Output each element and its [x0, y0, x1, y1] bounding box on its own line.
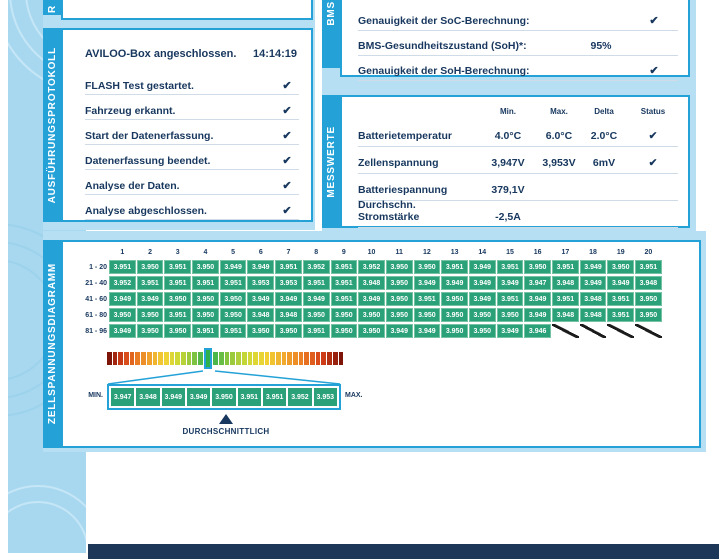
grid-cell: 3.949 — [109, 324, 136, 338]
scale-detail-strip — [107, 384, 341, 410]
grid-cell: 3.950 — [414, 260, 441, 274]
tab-zellspannungsdiagramm-label: ZELLSPANNUNGSDIAGRAMM — [47, 263, 58, 425]
protocol-header — [85, 42, 299, 70]
scale-segment — [175, 352, 180, 365]
scale-segment — [333, 352, 338, 365]
scale-segment — [107, 352, 112, 365]
grid-column-header: 8 — [314, 249, 319, 256]
scale-segment — [158, 352, 163, 365]
grid-cell: 3.951 — [414, 292, 441, 306]
protocol-item-label: Start der Datenerfassung. — [85, 130, 214, 142]
tab-ausfuehrungsprotokoll — [43, 28, 62, 222]
grid-cell: 3.953 — [275, 276, 302, 290]
scale-segment — [276, 352, 281, 365]
scale-segment — [259, 352, 264, 365]
protocol-item-label: Analyse der Daten. — [85, 180, 180, 192]
ausfuehrungsprotokoll-box — [61, 28, 313, 222]
grid-column-header: 16 — [533, 249, 542, 256]
grid-cell: 3.948 — [580, 308, 607, 322]
tab-messwerte-label: MESSWERTE — [326, 125, 337, 198]
grid-cell: 3.948 — [552, 308, 579, 322]
grid-cell: 3.951 — [607, 292, 634, 306]
tab-ausfuehrungsprotokoll-label: AUSFÜHRUNGSPROTOKOLL — [47, 46, 58, 204]
scale-segment — [304, 352, 309, 365]
messwerte-column-headers — [358, 107, 678, 120]
grid-cell: 3.950 — [414, 308, 441, 322]
grid-cell-empty — [607, 324, 634, 338]
grid-cell: 3.950 — [137, 260, 164, 274]
grid-column-header: 6 — [258, 249, 263, 256]
grid-cell: 3.949 — [109, 292, 136, 306]
grid-column-header: 17 — [561, 249, 570, 256]
strip-cell: 3.951 — [263, 388, 286, 406]
messwerte-column-header: Delta — [594, 107, 614, 116]
protocol-item-list — [85, 70, 299, 220]
scale-segment — [153, 352, 158, 365]
grid-column-header: 5 — [231, 249, 236, 256]
grid-column-header: 12 — [423, 249, 431, 256]
tab-bms-label: BMS — [326, 0, 337, 26]
cell-voltage-diagram — [63, 242, 699, 446]
grid-cell: 3.950 — [192, 308, 219, 322]
protocol-item — [85, 195, 299, 220]
protocol-header-time: 14:14:19 — [252, 48, 297, 60]
scale-segment — [130, 352, 135, 365]
grid-cell: 3.950 — [607, 260, 634, 274]
grid-row — [81, 324, 662, 338]
grid-cell: 3.949 — [220, 260, 247, 274]
grid-cell: 3.949 — [386, 324, 413, 338]
grid-cell: 3.950 — [386, 308, 413, 322]
grid-cell: 3.949 — [247, 292, 274, 306]
grid-cell-empty — [552, 324, 579, 338]
scale-segment — [124, 352, 129, 365]
grid-cell: 3.949 — [580, 260, 607, 274]
grid-cell: 3.950 — [358, 324, 385, 338]
check-icon: ✔ — [282, 205, 292, 217]
scale-segment — [181, 352, 186, 365]
tab-messwerte — [322, 95, 341, 228]
grid-cell: 3.949 — [607, 276, 634, 290]
grid-cell: 3.950 — [635, 308, 662, 322]
grid-column-header: 19 — [616, 249, 625, 256]
messwerte-column-header: Max. — [550, 107, 568, 116]
scale-segment — [236, 352, 241, 365]
grid-row — [81, 260, 662, 274]
grid-cell: 3.950 — [275, 324, 302, 338]
strip-cell: 3.953 — [314, 388, 337, 406]
scale-max-label: MAX. — [345, 392, 363, 399]
messwerte-row-label: Batteriespannung — [358, 184, 448, 196]
check-icon: ✔ — [282, 130, 292, 142]
grid-cell: 3.951 — [331, 292, 358, 306]
scale-segment — [164, 352, 169, 365]
scale-segment — [135, 352, 140, 365]
grid-cell: 3.953 — [247, 276, 274, 290]
scale-segment — [248, 352, 253, 365]
grid-header-row — [81, 248, 662, 258]
strip-cell: 3.948 — [136, 388, 159, 406]
protocol-header-label: AVILOO-Box angeschlossen. — [85, 48, 237, 60]
protocol-item-label: FLASH Test gestartet. — [85, 80, 194, 92]
footer-bar — [88, 544, 719, 559]
scale-segment — [187, 352, 192, 365]
grid-cell: 3.948 — [275, 308, 302, 322]
grid-column-header: 13 — [450, 249, 459, 256]
scale-segment — [253, 352, 258, 365]
strip-cell: 3.952 — [288, 388, 311, 406]
grid-cell: 3.949 — [524, 308, 551, 322]
messwerte-row-label: Durchschn. Stromstärke — [358, 199, 420, 223]
grid-column-header: 4 — [203, 249, 208, 256]
grid-cell: 3.949 — [358, 292, 385, 306]
strip-cell: 3.947 — [111, 388, 134, 406]
grid-cell-empty — [580, 324, 607, 338]
messwerte-max-value: 6.0°C — [545, 130, 573, 142]
protocol-item-label: Fahrzeug erkannt. — [85, 105, 176, 117]
messwerte-column-header: Status — [640, 107, 666, 116]
bms-row — [358, 31, 678, 56]
grid-row — [81, 276, 662, 290]
check-icon: ✔ — [648, 157, 658, 169]
scale-segment — [147, 352, 152, 365]
protocol-item — [85, 70, 299, 95]
check-icon: ✔ — [282, 105, 292, 117]
average-marker-icon — [219, 414, 233, 424]
grid-cell: 3.951 — [331, 276, 358, 290]
grid-cell: 3.949 — [247, 260, 274, 274]
messwerte-min-value: -2,5A — [495, 211, 521, 223]
grid-cell: 3.950 — [386, 292, 413, 306]
bms-box — [340, 0, 690, 77]
grid-cell: 3.951 — [497, 260, 524, 274]
grid-cell: 3.949 — [275, 292, 302, 306]
grid-cell: 3.950 — [192, 292, 219, 306]
grid-cell: 3.950 — [137, 324, 164, 338]
grid-row-label: 21 - 40 — [85, 279, 107, 287]
grid-cell: 3.951 — [192, 276, 219, 290]
grid-cell: 3.950 — [303, 308, 330, 322]
tab-cut-section — [43, 0, 62, 15]
grid-cell: 3.949 — [469, 260, 496, 274]
grid-cell: 3.951 — [303, 276, 330, 290]
grid-cell: 3.952 — [358, 260, 385, 274]
scale-min-label: MIN. — [88, 392, 103, 399]
scale-segment — [113, 352, 118, 365]
grid-cell: 3.950 — [331, 324, 358, 338]
scale-segment — [225, 352, 230, 365]
grid-cell: 3.948 — [580, 292, 607, 306]
grid-column-header: 3 — [175, 249, 180, 256]
grid-cell-empty — [635, 324, 662, 338]
grid-cell: 3.950 — [441, 324, 468, 338]
grid-cell: 3.952 — [109, 276, 136, 290]
bms-row-label: Genauigkeit der SoC-Berechnung: — [358, 15, 530, 27]
grid-cell: 3.948 — [358, 276, 385, 290]
grid-cell: 3.951 — [109, 260, 136, 274]
strip-cell: 3.950 — [212, 388, 235, 406]
grid-row-label: 61 - 80 — [85, 311, 107, 319]
grid-cell: 3.950 — [137, 308, 164, 322]
scale-segment — [219, 352, 224, 365]
grid-cell: 3.951 — [164, 260, 191, 274]
grid-cell: 3.949 — [524, 292, 551, 306]
grid-cell: 3.951 — [220, 276, 247, 290]
grid-cell: 3.949 — [497, 324, 524, 338]
scale-segment — [213, 352, 218, 365]
grid-cell: 3.951 — [303, 324, 330, 338]
scale-segment — [282, 352, 287, 365]
scale-segment — [287, 352, 292, 365]
protocol-item-label: Datenerfassung beendet. — [85, 155, 211, 167]
grid-cell: 3.951 — [441, 260, 468, 274]
grid-cell: 3.949 — [414, 324, 441, 338]
grid-cell: 3.951 — [607, 308, 634, 322]
cell-voltage-grid — [81, 248, 662, 340]
grid-cell: 3.949 — [469, 276, 496, 290]
grid-column-header: 1 — [120, 249, 125, 256]
grid-cell: 3.950 — [164, 324, 191, 338]
grid-row-label: 81 - 96 — [85, 327, 107, 335]
grid-cell: 3.951 — [220, 324, 247, 338]
grid-row-label: 41 - 60 — [85, 295, 107, 303]
protocol-item — [85, 95, 299, 120]
grid-cell: 3.950 — [497, 308, 524, 322]
bms-row-list — [358, 6, 678, 81]
grid-column-header: 20 — [644, 249, 653, 256]
bms-row-label: BMS-Gesundheitszustand (SoH)*: — [358, 40, 527, 52]
grid-cell: 3.950 — [469, 324, 496, 338]
grid-cell: 3.949 — [303, 292, 330, 306]
bms-row — [358, 56, 678, 81]
protocol-item — [85, 120, 299, 145]
grid-cell: 3.951 — [552, 260, 579, 274]
scale-segment — [270, 352, 275, 365]
scale-segment — [299, 352, 304, 365]
protocol-item — [85, 145, 299, 170]
bms-row-label: Genauigkeit der SoH-Berechnung: — [358, 65, 530, 77]
grid-cell: 3.951 — [552, 292, 579, 306]
tab-zellspannungsdiagramm — [43, 240, 62, 448]
grid-cell: 3.946 — [524, 324, 551, 338]
grid-column-header: 11 — [395, 249, 403, 256]
grid-column-header: 18 — [589, 249, 597, 256]
scale-segment — [293, 352, 298, 365]
scale-segment — [265, 352, 270, 365]
messwerte-row — [358, 201, 678, 228]
grid-cell: 3.948 — [247, 308, 274, 322]
scale-segment — [321, 352, 326, 365]
grid-cell: 3.951 — [635, 260, 662, 274]
messwerte-min-value: 379,1V — [491, 184, 525, 196]
messwerte-max-value: 3,953V — [542, 157, 576, 169]
check-icon: ✔ — [282, 80, 292, 92]
messwerte-column-header: Min. — [500, 107, 516, 116]
scale-peak-segment — [204, 348, 213, 369]
grid-cell: 3.950 — [386, 260, 413, 274]
grid-cell: 3.950 — [358, 308, 385, 322]
grid-cell: 3.951 — [275, 260, 302, 274]
grid-cell: 3.949 — [441, 276, 468, 290]
grid-cell: 3.950 — [247, 324, 274, 338]
grid-cell: 3.951 — [164, 308, 191, 322]
grid-cell: 3.950 — [192, 260, 219, 274]
grid-cell: 3.949 — [414, 276, 441, 290]
grid-cell: 3.951 — [331, 260, 358, 274]
scale-segment — [327, 352, 332, 365]
messwerte-box — [340, 95, 690, 228]
check-icon: ✔ — [649, 65, 659, 77]
grid-column-header: 2 — [148, 249, 152, 256]
grid-cell: 3.951 — [164, 276, 191, 290]
scale-segment — [316, 352, 321, 365]
grid-cell: 3.949 — [580, 276, 607, 290]
grid-cell: 3.949 — [137, 292, 164, 306]
scale-segment — [310, 352, 315, 365]
grid-column-header: 10 — [367, 249, 376, 256]
scale-segment — [242, 352, 247, 365]
scale-segment — [141, 352, 146, 365]
protocol-item — [85, 170, 299, 195]
grid-cell: 3.950 — [220, 292, 247, 306]
grid-cell: 3.951 — [137, 276, 164, 290]
average-label: DURCHSCHNITTLICH — [182, 427, 270, 436]
messwerte-row — [358, 120, 678, 147]
cut-section-box — [61, 0, 313, 20]
scale-segment — [198, 352, 203, 365]
messwerte-row-label: Zellenspannung — [358, 157, 439, 169]
check-icon: ✔ — [282, 180, 292, 192]
messwerte-row-list — [358, 120, 678, 228]
scale-segment — [230, 352, 235, 365]
protocol-item-label: Analyse abgeschlossen. — [85, 205, 207, 217]
grid-cell: 3.950 — [109, 308, 136, 322]
messwerte-row-label: Batterietemperatur — [358, 130, 452, 142]
scale-segment — [192, 352, 197, 365]
tab-cut-section-label: R — [47, 4, 58, 13]
grid-row — [81, 292, 662, 306]
grid-cell: 3.951 — [497, 292, 524, 306]
grid-cell: 3.950 — [164, 292, 191, 306]
grid-cell: 3.950 — [441, 308, 468, 322]
grid-cell: 3.948 — [552, 276, 579, 290]
tab-bms — [322, 0, 341, 68]
messwerte-min-value: 4.0°C — [494, 130, 522, 142]
grid-column-header: 14 — [478, 249, 487, 256]
check-icon: ✔ — [282, 155, 292, 167]
messwerte-delta-value: 2.0°C — [590, 130, 618, 142]
strip-cell: 3.951 — [238, 388, 261, 406]
grid-cell: 3.949 — [469, 292, 496, 306]
strip-cell: 3.949 — [162, 388, 185, 406]
bms-row — [358, 6, 678, 31]
scale-segment — [339, 352, 344, 365]
grid-cell: 3.950 — [524, 260, 551, 274]
strip-cell: 3.949 — [187, 388, 210, 406]
grid-cell: 3.950 — [331, 308, 358, 322]
zellspannungsdiagramm-box — [61, 240, 701, 448]
check-icon: ✔ — [648, 130, 658, 142]
messwerte-row — [358, 147, 678, 174]
scale-segment — [118, 352, 123, 365]
grid-cell: 3.950 — [469, 308, 496, 322]
messwerte-min-value: 3,947V — [491, 157, 525, 169]
grid-row-label: 1 - 20 — [89, 263, 107, 271]
grid-column-header: 7 — [286, 249, 291, 256]
voltage-color-scale — [107, 352, 343, 365]
grid-row — [81, 308, 662, 322]
check-icon: ✔ — [649, 15, 659, 27]
grid-cell: 3.951 — [192, 324, 219, 338]
grid-cell: 3.952 — [303, 260, 330, 274]
scale-segment — [170, 352, 175, 365]
grid-cell: 3.950 — [386, 276, 413, 290]
bms-row-value: 95% — [590, 40, 612, 52]
grid-cell: 3.949 — [497, 276, 524, 290]
grid-column-header: 9 — [341, 249, 346, 256]
messwerte-row — [358, 174, 678, 201]
grid-column-header: 15 — [506, 249, 514, 256]
grid-cell: 3.950 — [635, 292, 662, 306]
grid-cell: 3.950 — [441, 292, 468, 306]
grid-cell: 3.948 — [635, 276, 662, 290]
grid-cell: 3.947 — [524, 276, 551, 290]
messwerte-delta-value: 6mV — [592, 157, 616, 169]
grid-cell: 3.950 — [220, 308, 247, 322]
